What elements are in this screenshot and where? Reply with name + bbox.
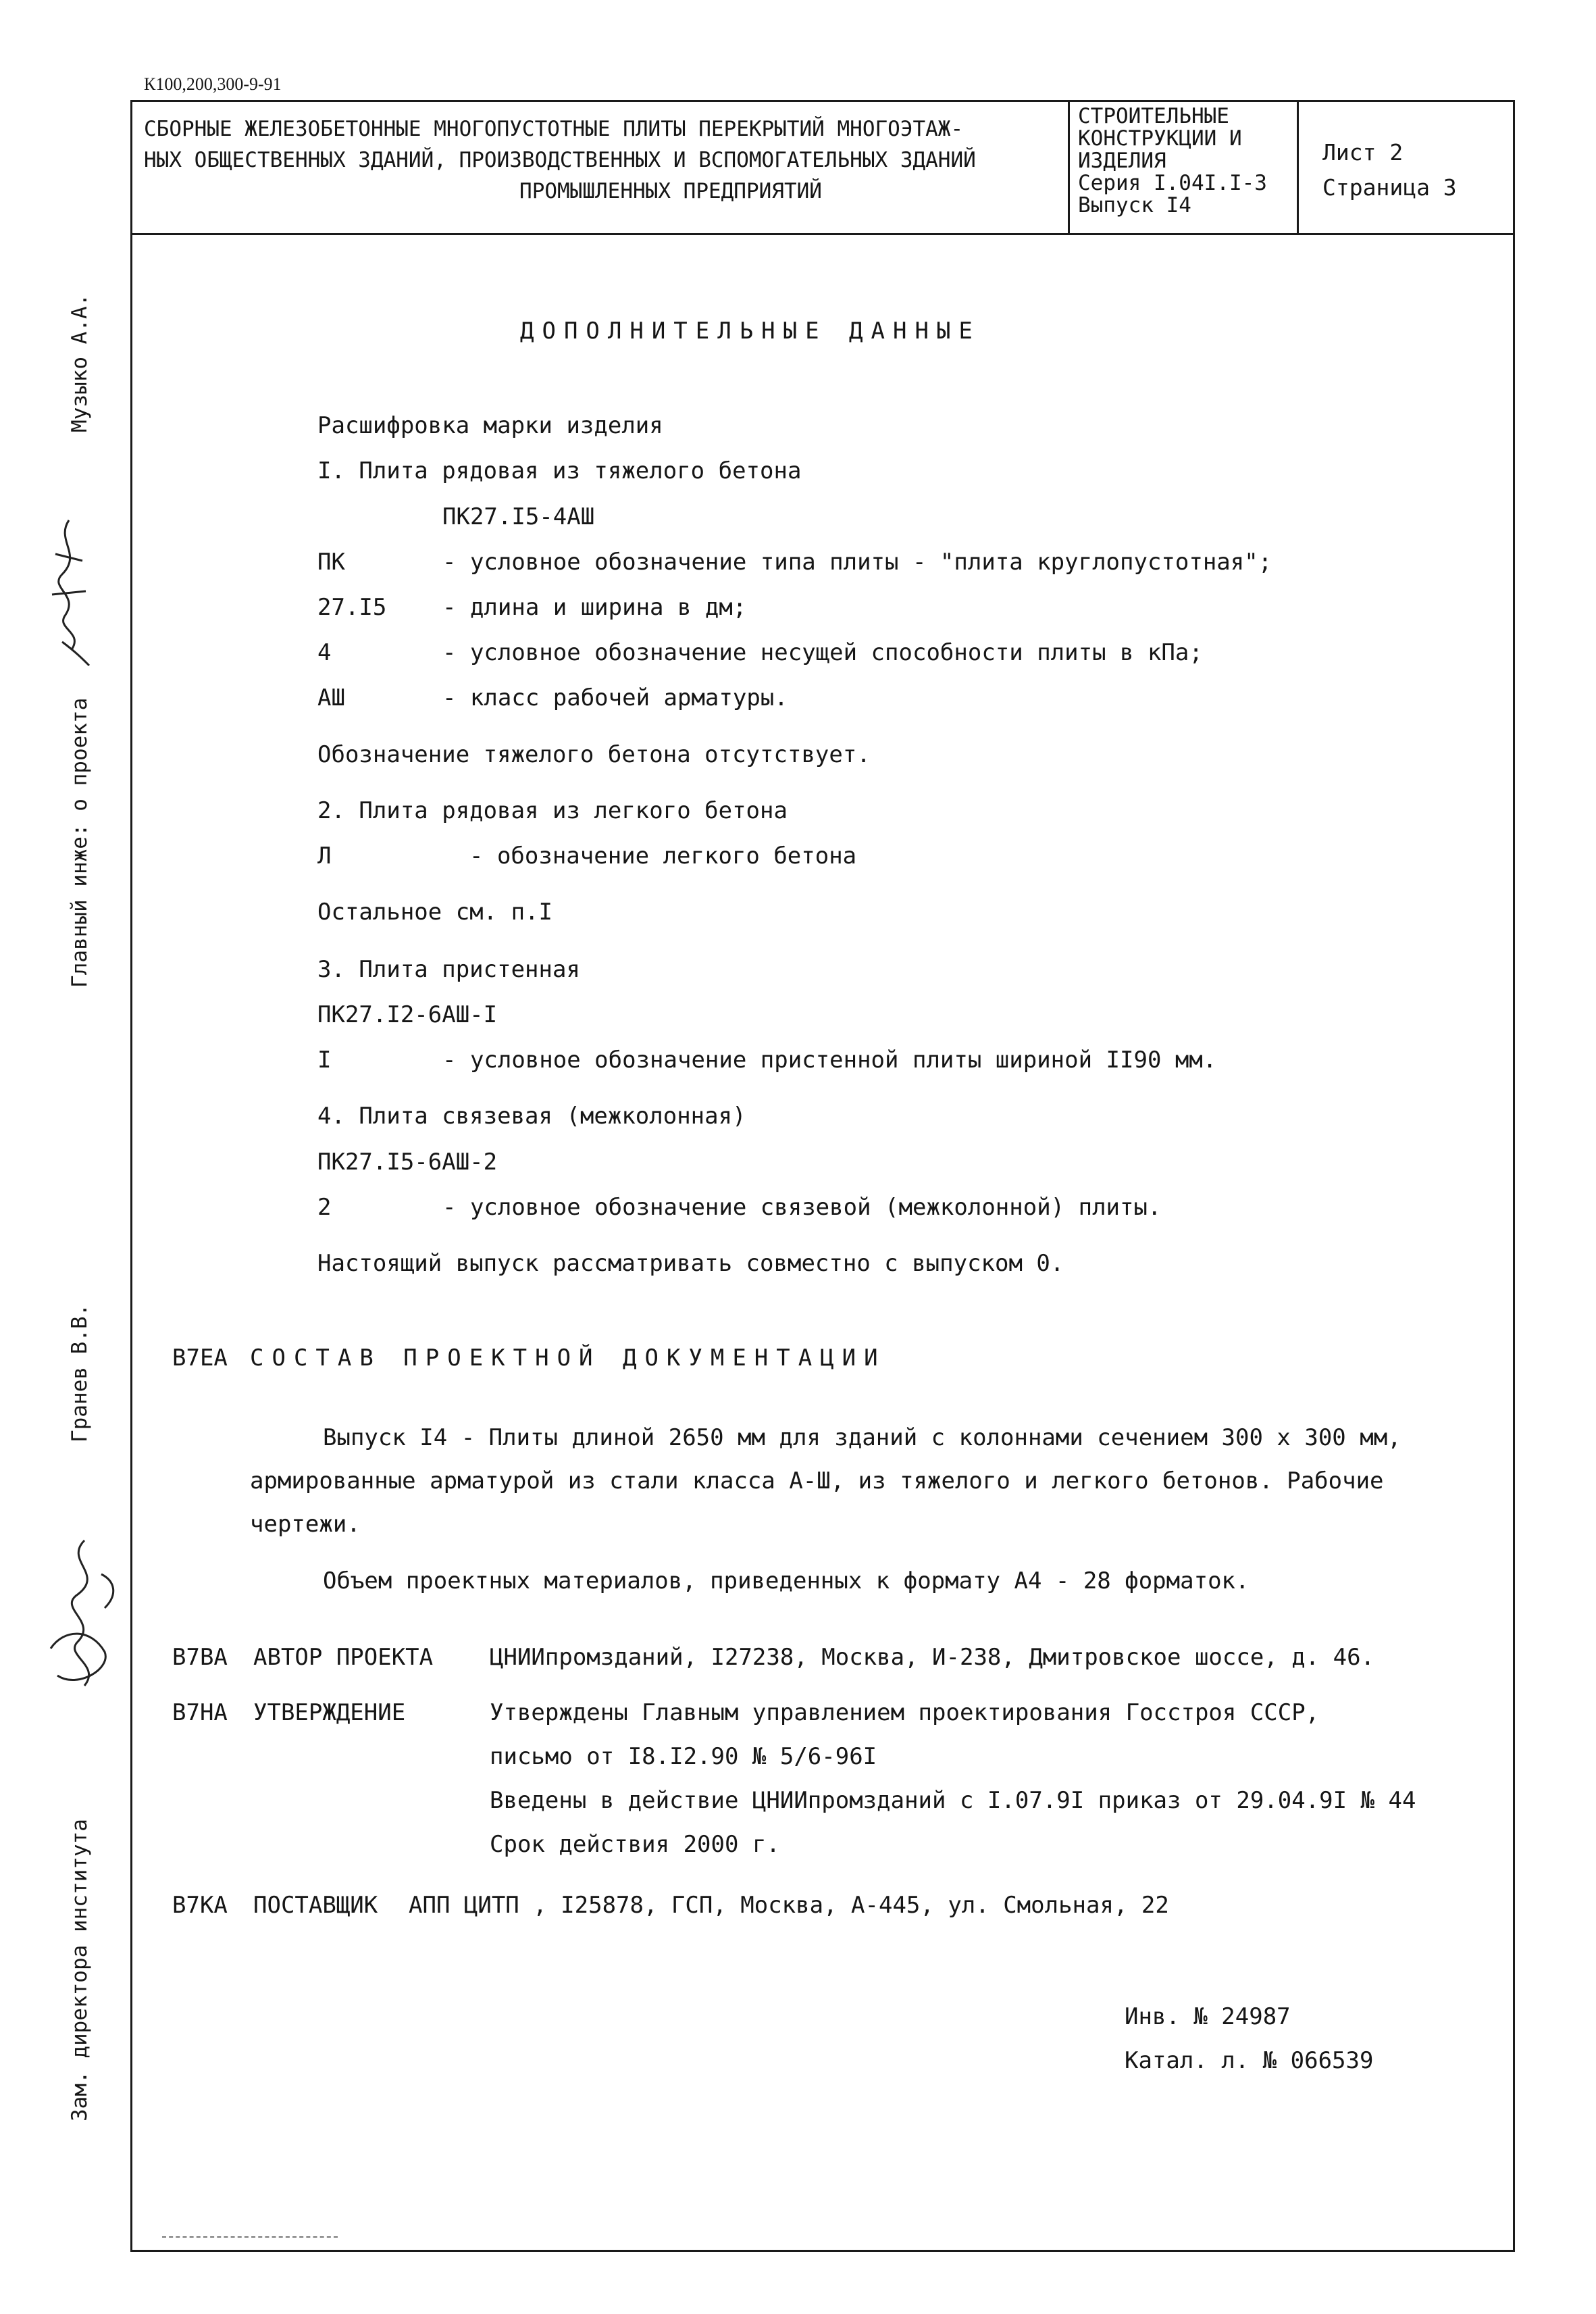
item-4-mark: ПК27.I5-6АШ-2 bbox=[317, 1149, 498, 1176]
item-4-title: 4. Плита связевая (межколонная) bbox=[317, 1103, 746, 1130]
series-line: СТРОИТЕЛЬНЫЕ bbox=[1078, 104, 1229, 128]
signature-2 bbox=[37, 1534, 125, 1703]
header-title-line: ПРОМЫШЛЕННЫХ ПРЕДПРИЯТИЙ bbox=[519, 179, 822, 203]
def-value: - обозначение легкого бетона bbox=[469, 842, 857, 870]
header-sheet bbox=[1322, 135, 1457, 205]
def-key: 27.I5 bbox=[317, 594, 387, 621]
section-heading-additional: ДОПОЛНИТЕЛЬНЫЕ ДАННЫЕ bbox=[520, 318, 981, 345]
header-series bbox=[1078, 105, 1267, 217]
supplier-value: АПП ЦИТП , I25878, ГСП, Москва, А-445, ул. Смольная, 22 bbox=[409, 1892, 1169, 1919]
series-line: КОНСТРУКЦИИ И bbox=[1078, 126, 1242, 151]
bottom-dashed-line bbox=[162, 2236, 338, 2238]
paragraph-line: Выпуск I4 - Плиты длиной 2650 мм для зданий с колоннами сечением 300 х 300 мм, bbox=[323, 1424, 1401, 1451]
series-line: Выпуск I4 bbox=[1078, 193, 1191, 218]
def-value: - условное обозначение связевой (межколонной) плиты. bbox=[442, 1194, 1162, 1221]
decode-title: Расшифровка марки изделия bbox=[317, 412, 663, 439]
catalog-number: Катал. л. № 066539 bbox=[1125, 2047, 1374, 2074]
series-line: ИЗДЕЛИЯ bbox=[1078, 149, 1166, 173]
def-key: ПК bbox=[317, 549, 345, 576]
def-key: Л bbox=[317, 842, 332, 870]
sheet-number: Лист 2 bbox=[1322, 139, 1404, 166]
supplier-label: ПОСТАВЩИК bbox=[253, 1892, 378, 1919]
header-title-line: СБОРНЫЕ ЖЕЛЕЗОБЕТОННЫЕ МНОГОПУСТОТНЫЕ ПЛИТЫ ПЕРЕКРЫТИЙ МНОГОЭТАЖ- bbox=[144, 117, 964, 141]
title-block bbox=[130, 100, 1515, 235]
item-1-title: I. Плита рядовая из тяжелого бетона bbox=[317, 457, 802, 484]
page-number: Страница 3 bbox=[1322, 174, 1457, 201]
approval-line: Введены в действие ЦНИИпромзданий с I.07.9I приказ от 29.04.9I № 44 bbox=[490, 1787, 1416, 1814]
def-key: 2 bbox=[317, 1194, 332, 1221]
note-heavy-concrete: Обозначение тяжелого бетона отсутствует. bbox=[317, 741, 871, 768]
approval-line: Срок действия 2000 г. bbox=[490, 1831, 780, 1858]
def-key: I bbox=[317, 1047, 332, 1074]
paragraph-line: армированные арматурой из стали класса А-Ш, из тяжелого и легкого бетонов. Рабочие bbox=[250, 1467, 1384, 1494]
author-value: ЦНИИпромзданий, I27238, Москва, И-238, Дмитровское шоссе, д. 46. bbox=[490, 1644, 1375, 1671]
approval-line: письмо от I8.I2.90 № 5/6-96I bbox=[490, 1743, 877, 1770]
side-role-2: Зам. директора института bbox=[68, 1819, 92, 2121]
item-3-mark: ПК27.I2-6АШ-I bbox=[317, 1001, 498, 1028]
item-3-title: 3. Плита пристенная bbox=[317, 956, 580, 983]
author-code: В7ВА bbox=[172, 1644, 228, 1671]
def-key: 4 bbox=[317, 639, 332, 666]
item-1-mark: ПК27.I5-4АШ bbox=[442, 503, 595, 530]
section-2-code: В7ЕА bbox=[172, 1344, 228, 1372]
side-name-2: Гранев В.В. bbox=[68, 1303, 92, 1442]
header-title-line: НЫХ ОБЩЕСТВЕННЫХ ЗДАНИЙ, ПРОИЗВОДСТВЕННЫХ И ВСПОМОГАТЕЛЬНЫХ ЗДАНИЙ bbox=[144, 148, 976, 172]
def-value: - условное обозначение несущей способности плиты в кПа; bbox=[442, 639, 1203, 666]
def-key: АШ bbox=[317, 684, 345, 711]
title-block-divider bbox=[1297, 100, 1299, 233]
signature-1 bbox=[42, 513, 96, 669]
rest-note: Остальное см. п.I bbox=[317, 899, 552, 926]
together-note: Настоящий выпуск рассматривать совместно с выпуском 0. bbox=[317, 1250, 1064, 1277]
document-code: К100,200,300-9-91 bbox=[144, 74, 282, 94]
def-value: - длина и ширина в дм; bbox=[442, 594, 747, 621]
approval-label: УТВЕРЖДЕНИЕ bbox=[253, 1699, 406, 1726]
item-2-title: 2. Плита рядовая из легкого бетона bbox=[317, 797, 788, 824]
def-value: - условное обозначение пристенной плиты шириной II90 мм. bbox=[442, 1047, 1217, 1074]
approval-line: Утверждены Главным управлением проектирования Госстроя СССР, bbox=[490, 1699, 1320, 1726]
def-value: - условное обозначение типа плиты - "плита круглопустотная"; bbox=[442, 549, 1272, 576]
header-title bbox=[144, 114, 1198, 207]
inventory-number: Инв. № 24987 bbox=[1125, 2003, 1291, 2030]
paragraph-line: чертежи. bbox=[250, 1511, 361, 1538]
approval-code: В7НА bbox=[172, 1699, 228, 1726]
def-value: - класс рабочей арматуры. bbox=[442, 684, 788, 711]
section-heading-composition: СОСТАВ ПРОЕКТНОЙ ДОКУМЕНТАЦИИ bbox=[250, 1344, 886, 1372]
supplier-code: В7КА bbox=[172, 1892, 228, 1919]
author-label: АВТОР ПРОЕКТА bbox=[253, 1644, 434, 1671]
side-role-1: Главный инже: о проекта bbox=[68, 697, 92, 988]
volume-note: Объем проектных материалов, приведенных к формату А4 - 28 форматок. bbox=[323, 1567, 1250, 1594]
series-line: Серия I.04I.I-3 bbox=[1078, 171, 1267, 195]
side-name-1: Музыко А.А. bbox=[68, 293, 92, 432]
